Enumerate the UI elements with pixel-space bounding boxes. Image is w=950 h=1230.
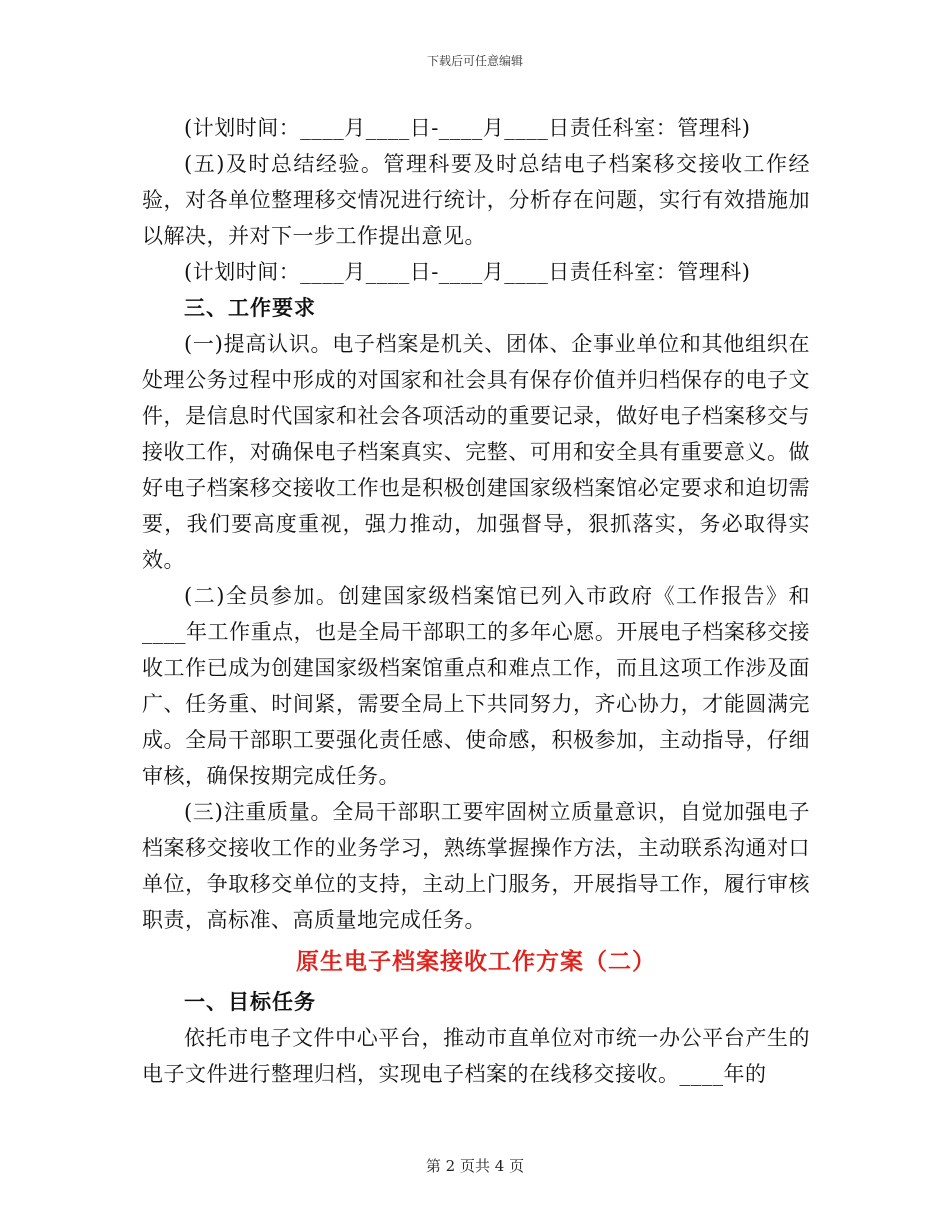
paragraph-focus-quality: (三)注重质量。全局干部职工要牢固树立质量意识，自觉加强电子档案移交接收工作的业务学习，熟练掌握操作方法，主动联系沟通对口单位，争取移交单位的支持，主动上门服务，开展指导工作，履行审核职责，高标准、高质量地完成任务。 (142, 800, 810, 932)
heading-work-requirements: 三、工作要求 (184, 296, 316, 320)
plan-time-line-2: (计划时间：____月____日-____月____日责任科室：管理科) (184, 260, 751, 284)
document-body (142, 110, 810, 1092)
paragraph-raise-awareness: (一)提高认识。电子档案是机关、团体、企事业单位和其他组织在处理公务过程中形成的对国家和社会具有保存价值并归档保存的电子文件，是信息时代国家和社会各项活动的重要记录，做好电子档案移交与接收工作，对确保电子档案真实、完整、可用和安全具有重要意义。做好电子档案移交接收工作也是积极创建国家级档案馆必定要求和迫切需要，我们要高度重视，强力推动，加强督导，狠抓落实，务必取得实效。 (142, 332, 810, 572)
page-header: 下载后可任意编辑 (426, 54, 523, 68)
paragraph-summarize-experience: (五)及时总结经验。管理科要及时总结电子档案移交接收工作经验，对各单位整理移交情况进行统计，分析存在问题，实行有效措施加以解决，并对下一步工作提出意见。 (142, 152, 810, 248)
plan-time-line-1: (计划时间：____月____日-____月____日责任科室：管理科) (184, 116, 751, 140)
paragraph-full-participation: (二)全员参加。创建国家级档案馆已列入市政府《工作报告》和____年工作重点，也是全局干部职工的多年心愿。开展电子档案移交接收工作已成为创建国家级档案馆重点和难点工作，而且这项工作涉及面广、任务重、时间紧，需要全局上下共同努力，齐心协力，才能圆满完成。全局干部职工要强化责任感、使命感，积极参加，主动指导，仔细审核，确保按期完成任务。 (142, 584, 810, 788)
heading-target-tasks: 一、目标任务 (184, 990, 316, 1014)
paragraph-target-tasks: 依托市电子文件中心平台，推动市直单位对市统一办公平台产生的电子文件进行整理归档，实现电子档案的在线移交接收。____年的 (142, 1026, 810, 1086)
section-title: 原生电子档案接收工作方案（二） (296, 949, 656, 975)
page-footer: 第 2 页共 4 页 (425, 1157, 525, 1175)
